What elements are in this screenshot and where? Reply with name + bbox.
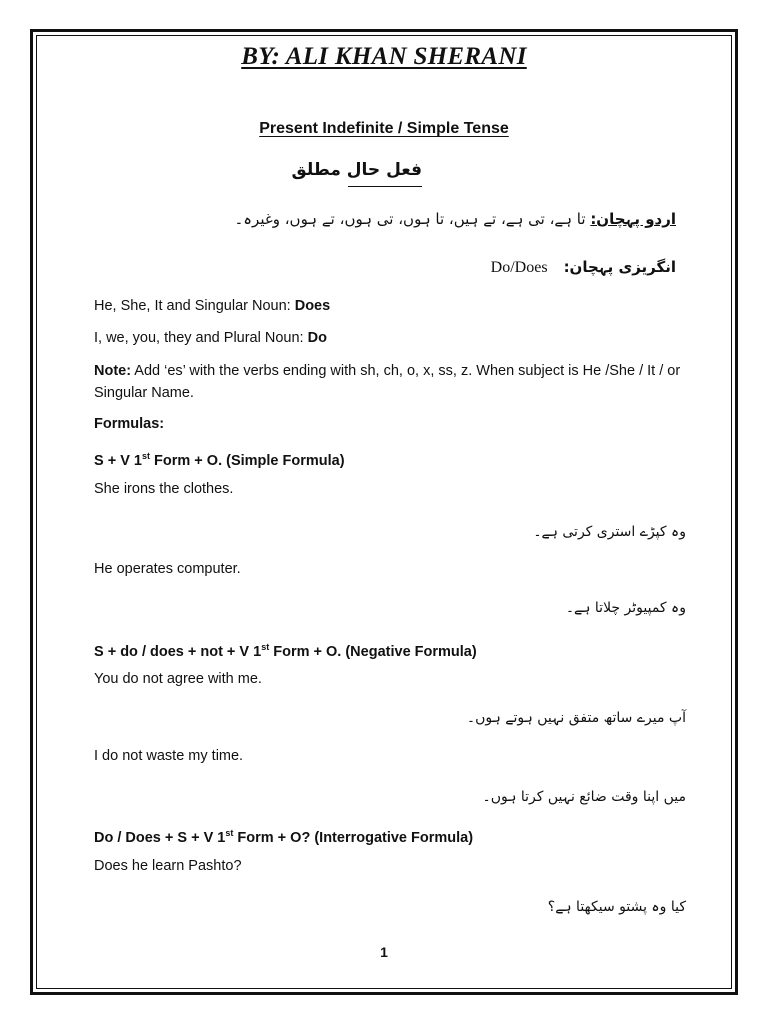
- document-title: Present Indefinite / Simple Tense: [259, 120, 509, 137]
- example-urdu: آپ میرے ساتھ متفق نہیں ہوتے ہوں۔: [466, 710, 686, 726]
- example-urdu: وہ کمپیوٹر چلاتا ہے۔: [565, 600, 686, 616]
- example-english: I do not waste my time.: [94, 748, 244, 764]
- formulas-heading: [94, 414, 164, 435]
- negative-formula-start: S + do / does + not + V 1: [94, 643, 262, 660]
- note-label: Note:: [94, 363, 132, 379]
- plural-rule-value: Do: [307, 330, 327, 346]
- english-identification-words: Do/Does: [490, 259, 548, 276]
- negative-formula-end: Form + O. (Negative Formula): [269, 643, 477, 660]
- urdu-identification-markers: تا ہے، تی ہے، تے ہیں، تا ہوں، تی ہوں، تے ہوں، وغیرہ۔: [234, 210, 586, 228]
- author-heading: BY: ALI KHAN SHERANI: [241, 43, 527, 70]
- interrogative-formula-start: Do / Does + S + V 1: [94, 829, 226, 846]
- example-urdu: کیا وہ پشتو سیکھتا ہے؟: [547, 899, 686, 915]
- note-paragraph: [94, 360, 684, 404]
- formulas-heading-text: Formulas:: [94, 416, 165, 432]
- simple-formula: [94, 446, 345, 472]
- example-english: She irons the clothes.: [94, 481, 234, 497]
- english-identification-label: انگریزی پہچان:: [563, 258, 676, 276]
- example-english: You do not agree with me.: [94, 671, 262, 687]
- negative-formula-sup: st: [261, 642, 270, 652]
- interrogative-formula: [94, 823, 473, 849]
- example-english: Does he learn Pashto?: [94, 858, 242, 874]
- english-identification: [491, 258, 676, 277]
- interrogative-formula-sup: st: [225, 828, 234, 838]
- simple-formula-start: S + V 1: [94, 452, 142, 469]
- simple-formula-end: Form + O. (Simple Formula): [149, 452, 345, 469]
- urdu-identification: [234, 210, 676, 228]
- interrogative-formula-end: Form + O? (Interrogative Formula): [233, 829, 474, 846]
- singular-rule: [94, 296, 330, 317]
- example-urdu: وہ کپڑے استری کرتی ہے۔: [533, 524, 686, 540]
- note-text: Add ‘es’ with the verbs ending with sh, ch, o, x, ss, z. When subject is He /She / It / or Singular Name.: [94, 363, 681, 401]
- singular-rule-value: Does: [294, 298, 331, 314]
- example-english: He operates computer.: [94, 561, 241, 577]
- plural-rule: [94, 328, 327, 349]
- urdu-identification-label: اردو پہچان:: [590, 210, 676, 228]
- example-urdu: میں اپنا وقت ضائع نہیں کرتا ہوں۔: [482, 789, 686, 805]
- singular-rule-text: He, She, It and Singular Noun:: [94, 298, 295, 314]
- page-number: 1: [380, 944, 388, 960]
- plural-rule-text: I, we, you, they and Plural Noun:: [94, 330, 308, 346]
- simple-formula-sup: st: [141, 451, 150, 461]
- urdu-title: فعل حال مطلق: [348, 160, 422, 187]
- negative-formula: [94, 637, 477, 663]
